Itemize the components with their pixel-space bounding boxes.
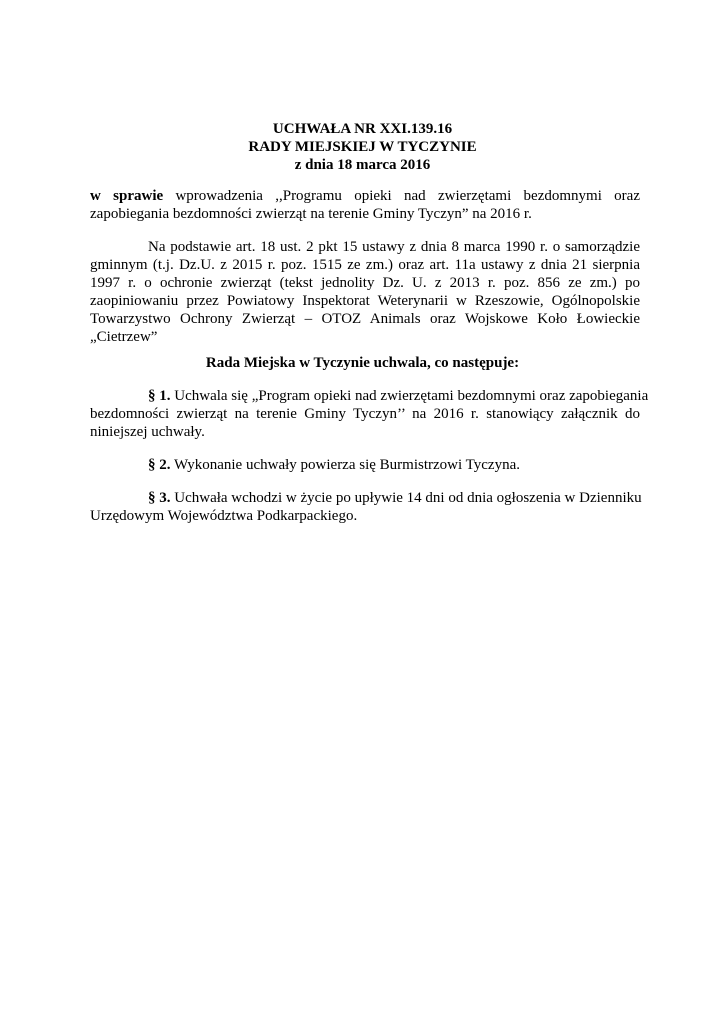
section-label: § 1. — [148, 388, 171, 404]
section-line: Urzędowym Województwa Podkarpackiego. — [90, 508, 358, 524]
legal-basis-line: Na podstawie art. 18 ust. 2 pkt 15 ustawy z dnia 8 marca 1990 r. o samorządzie — [148, 239, 640, 255]
section-line: bezdomności zwierząt na terenie Gminy Tyczyn’’ na 2016 r. stanowiący załącznik do — [90, 406, 640, 422]
section-label: § 2. — [148, 457, 171, 473]
resolution-number: UCHWAŁA NR XXI.139.16 — [272, 121, 453, 137]
section-line: § 2. Wykonanie uchwały powierza się Burmistrzowi Tyczyna. — [148, 457, 520, 473]
subject-line-2: zapobiegania bezdomności zwierząt na terenie Gminy Tyczyn” na 2016 r. — [90, 206, 532, 222]
legal-basis-paragraph — [90, 238, 640, 346]
legal-basis-line: Towarzystwo Ochrony Zwierząt – OTOZ Animals oraz Wojskowe Koło Łowieckie — [90, 311, 640, 327]
subject-label: w sprawie — [90, 188, 164, 204]
subject-line-1: w sprawie wprowadzenia ,,Programu opieki nad zwierzętami bezdomnymi oraz — [90, 188, 640, 204]
subject-paragraph — [90, 187, 640, 223]
section-1 — [90, 387, 649, 441]
legal-basis-line: 1997 r. o ochronie zwierząt (tekst jednolity Dz. U. z 2013 r. poz. 856 ze zm.) po — [90, 275, 640, 291]
legal-basis-line: gminnym (t.j. Dz.U. z 2015 r. poz. 1515 ze zm.) oraz art. 11a ustawy z dnia 21 sierpnia — [90, 257, 640, 273]
section-2 — [90, 456, 640, 474]
legal-basis-line: „Cietrzew” — [90, 329, 158, 345]
resolution-header — [0, 120, 725, 174]
section-line: niniejszej uchwały. — [90, 424, 205, 440]
legal-basis-line: zaopiniowaniu przez Powiatowy Inspektorat Weterynarii w Rzeszowie, Ogólnopolskie — [90, 293, 640, 309]
resolution-intro: Rada Miejska w Tyczynie uchwala, co następuje: — [205, 355, 520, 371]
resolution-date: z dnia 18 marca 2016 — [294, 157, 431, 173]
section-line: § 1. Uchwala się „Program opieki nad zwierzętami bezdomnymi oraz zapobiegania — [148, 388, 649, 404]
council-name: RADY MIEJSKIEJ W TYCZYNIE — [248, 139, 477, 155]
section-3 — [90, 489, 640, 525]
section-line: § 3. Uchwała wchodzi w życie po upływie 14 dni od dnia ogłoszenia w Dzienniku — [148, 490, 642, 506]
section-label: § 3. — [148, 490, 171, 506]
